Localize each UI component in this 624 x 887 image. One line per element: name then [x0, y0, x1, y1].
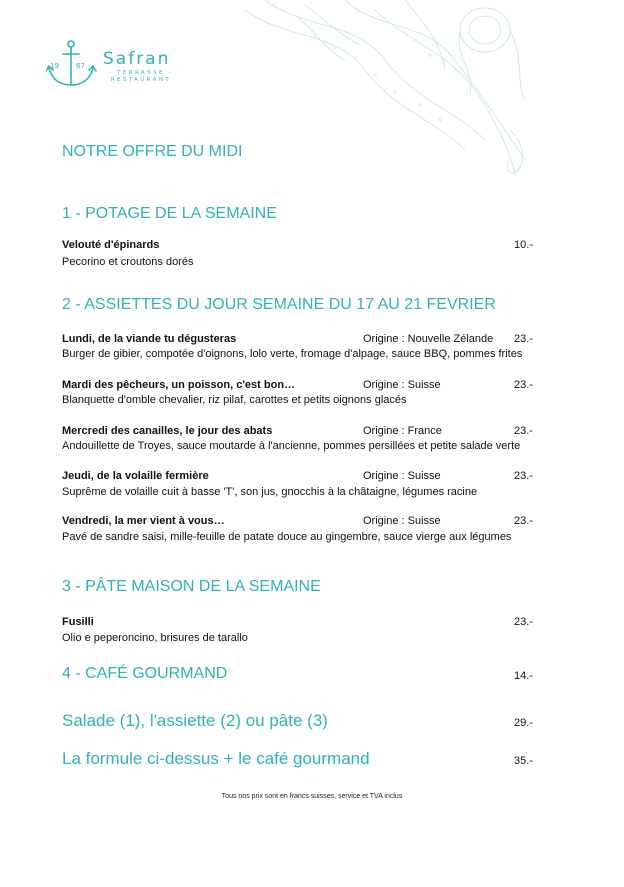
assiette-price-lundi: 23.- — [514, 333, 533, 345]
assiette-origin-mardi: Origine : Suisse — [363, 379, 441, 391]
price-footnote: Tous nos prix sont en francs suisses, service et TVA inclus — [221, 793, 403, 800]
section-heading-cafe: 4 - CAFÉ GOURMAND — [62, 665, 228, 682]
assiette-price-vendredi: 23.- — [514, 515, 533, 527]
assiette-desc-lundi: Burger de gibier, compotée d'oignons, lolo verte, fromage d'alpage, sauce BBQ, pommes frites — [62, 348, 523, 360]
year-right: 67 — [76, 62, 85, 70]
brand-subtitle — [103, 70, 179, 84]
assiette-origin-mercredi: Origine : France — [363, 425, 442, 437]
assiette-price-jeudi: 23.- — [514, 470, 533, 482]
potage-name: Velouté d'épinards — [62, 239, 160, 251]
section-heading-pate: 3 - PÂTE MAISON DE LA SEMAINE — [62, 578, 321, 595]
pate-price: 23.- — [514, 616, 533, 628]
potage-price: 10.- — [514, 239, 533, 251]
assiette-name-jeudi: Jeudi, de la volaille fermière — [62, 470, 209, 482]
assiette-origin-lundi: Origine : Nouvelle Zélande — [363, 333, 494, 345]
combo-2-label: La formule ci-dessus + le café gourmand — [62, 749, 370, 768]
section-heading-assiettes: 2 - ASSIETTES DU JOUR SEMAINE DU 17 AU 21 FEVRIER — [62, 296, 496, 313]
assiette-desc-mardi: Blanquette d'omble chevalier, riz pilaf, carottes et petits oignons glacés — [62, 394, 407, 406]
assiette-desc-jeudi: Suprême de volaille cuit à basse 'T', son jus, gnocchis à la châtaigne, légumes racine — [62, 486, 478, 498]
assiette-desc-mercredi: Andouillette de Troyes, sauce moutarde à l'ancienne, pommes persillées et petite salade verte — [62, 440, 521, 452]
assiette-price-mercredi: 23.- — [514, 425, 533, 437]
assiette-name-mardi: Mardi des pêcheurs, un poisson, c'est bon… — [62, 379, 296, 391]
assiette-name-vendredi: Vendredi, la mer vient à vous… — [62, 515, 225, 527]
pate-desc: Olio e peperoncino, brisures de tarallo — [62, 632, 248, 644]
brand-subtitle-line-1: - TERRASSE - — [108, 70, 174, 76]
pate-name: Fusilli — [62, 616, 94, 628]
section-heading-potage: 1 - POTAGE DE LA SEMAINE — [62, 205, 277, 222]
assiette-desc-vendredi: Pavé de sandre saisi, mille-feuille de patate douce au gingembre, sauce vierge aux légumes — [62, 531, 512, 543]
assiette-origin-vendredi: Origine : Suisse — [363, 515, 441, 527]
cafe-price: 14.- — [514, 670, 533, 682]
jellyfish-illustration — [225, 0, 545, 190]
assiette-price-mardi: 23.- — [514, 379, 533, 391]
year-left: 19 — [50, 62, 59, 70]
combo-1-price: 29.- — [514, 717, 533, 729]
combo-1-label: Salade (1), l'assiette (2) ou pâte (3) — [62, 711, 328, 730]
page-title: NOTRE OFFRE DU MIDI — [62, 143, 243, 160]
combo-2-price: 35.- — [514, 755, 533, 767]
assiette-name-lundi: Lundi, de la viande tu dégusteras — [62, 333, 237, 345]
brand-subtitle-line-2: RESTAURANT — [110, 77, 172, 83]
brand-name: Safran — [103, 49, 171, 69]
assiette-origin-jeudi: Origine : Suisse — [363, 470, 441, 482]
potage-desc: Pecorino et croutons dorés — [62, 256, 194, 268]
assiette-name-mercredi: Mercredi des canailles, le jour des abats — [62, 425, 273, 437]
